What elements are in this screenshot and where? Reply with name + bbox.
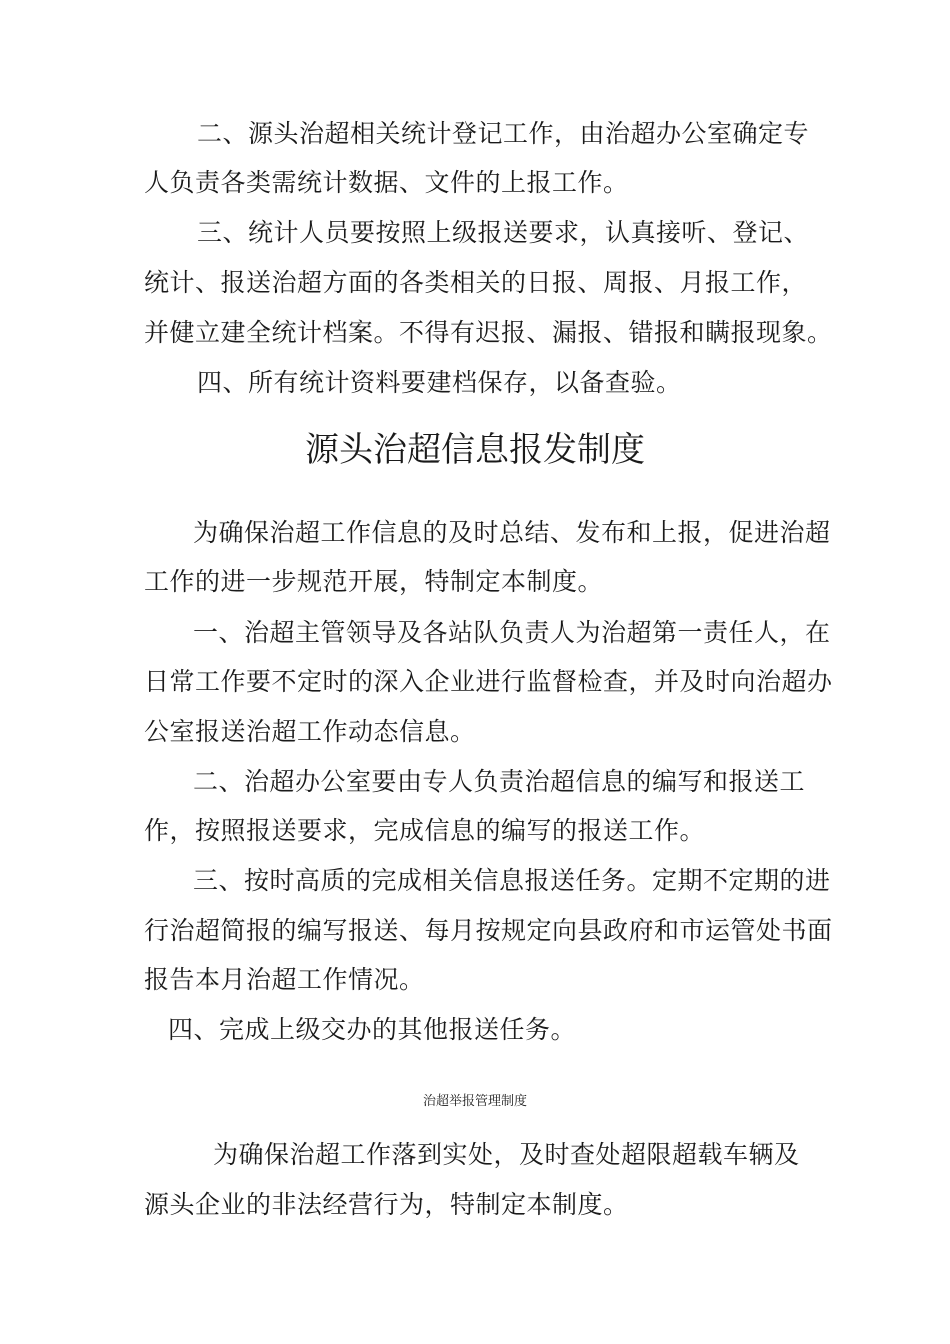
paragraph-line: 二、源头治超相关统计登记工作，由治超办公室确定专 <box>197 119 810 148</box>
paragraph-line: 三、统计人员要按照上级报送要求，认真接听、登记、 <box>197 218 810 247</box>
paragraph-line: 为确保治超工作信息的及时总结、发布和上报，促进治超 <box>193 518 831 547</box>
paragraph-line: 日常工作要不定时的深入企业进行监督检查，并及时向治超办 <box>144 667 833 696</box>
paragraph-line: 报告本月治超工作情况。 <box>144 965 425 994</box>
paragraph-line: 并健立建全统计档案。不得有迟报、漏报、错报和瞒报现象。 <box>144 318 833 347</box>
paragraph-line: 统计、报送治超方面的各类相关的日报、周报、月报工作， <box>144 268 808 297</box>
paragraph-line: 工作的进一步规范开展，特制定本制度。 <box>144 567 604 596</box>
paragraph-line: 四、完成上级交办的其他报送任务。 <box>168 1015 577 1044</box>
paragraph-line: 一、治超主管领导及各站队负责人为治超第一责任人，在 <box>193 618 831 647</box>
section-title: 源头治超信息报发制度 <box>305 430 645 470</box>
paragraph-line: 二、治超办公室要由专人负责治超信息的编写和报送工 <box>193 767 806 796</box>
paragraph-line: 为确保治超工作落到实处，及时查处超限超载车辆及 <box>213 1140 800 1169</box>
paragraph-line: 人负责各类需统计数据、文件的上报工作。 <box>144 168 629 197</box>
paragraph-line: 行治超简报的编写报送、每月按规定向县政府和市运管处书面 <box>144 916 833 945</box>
paragraph-line: 公室报送治超工作动态信息。 <box>144 717 476 746</box>
paragraph-line: 三、按时高质的完成相关信息报送任务。定期不定期的进 <box>193 866 831 895</box>
section-title-small: 治超举报管理制度 <box>422 1094 527 1109</box>
paragraph-line: 源头企业的非法经营行为，特制定本制度。 <box>144 1190 629 1219</box>
paragraph-line: 作，按照报送要求，完成信息的编写的报送工作。 <box>144 816 706 845</box>
paragraph-line: 四、所有统计资料要建档保存，以备查验。 <box>197 368 682 397</box>
